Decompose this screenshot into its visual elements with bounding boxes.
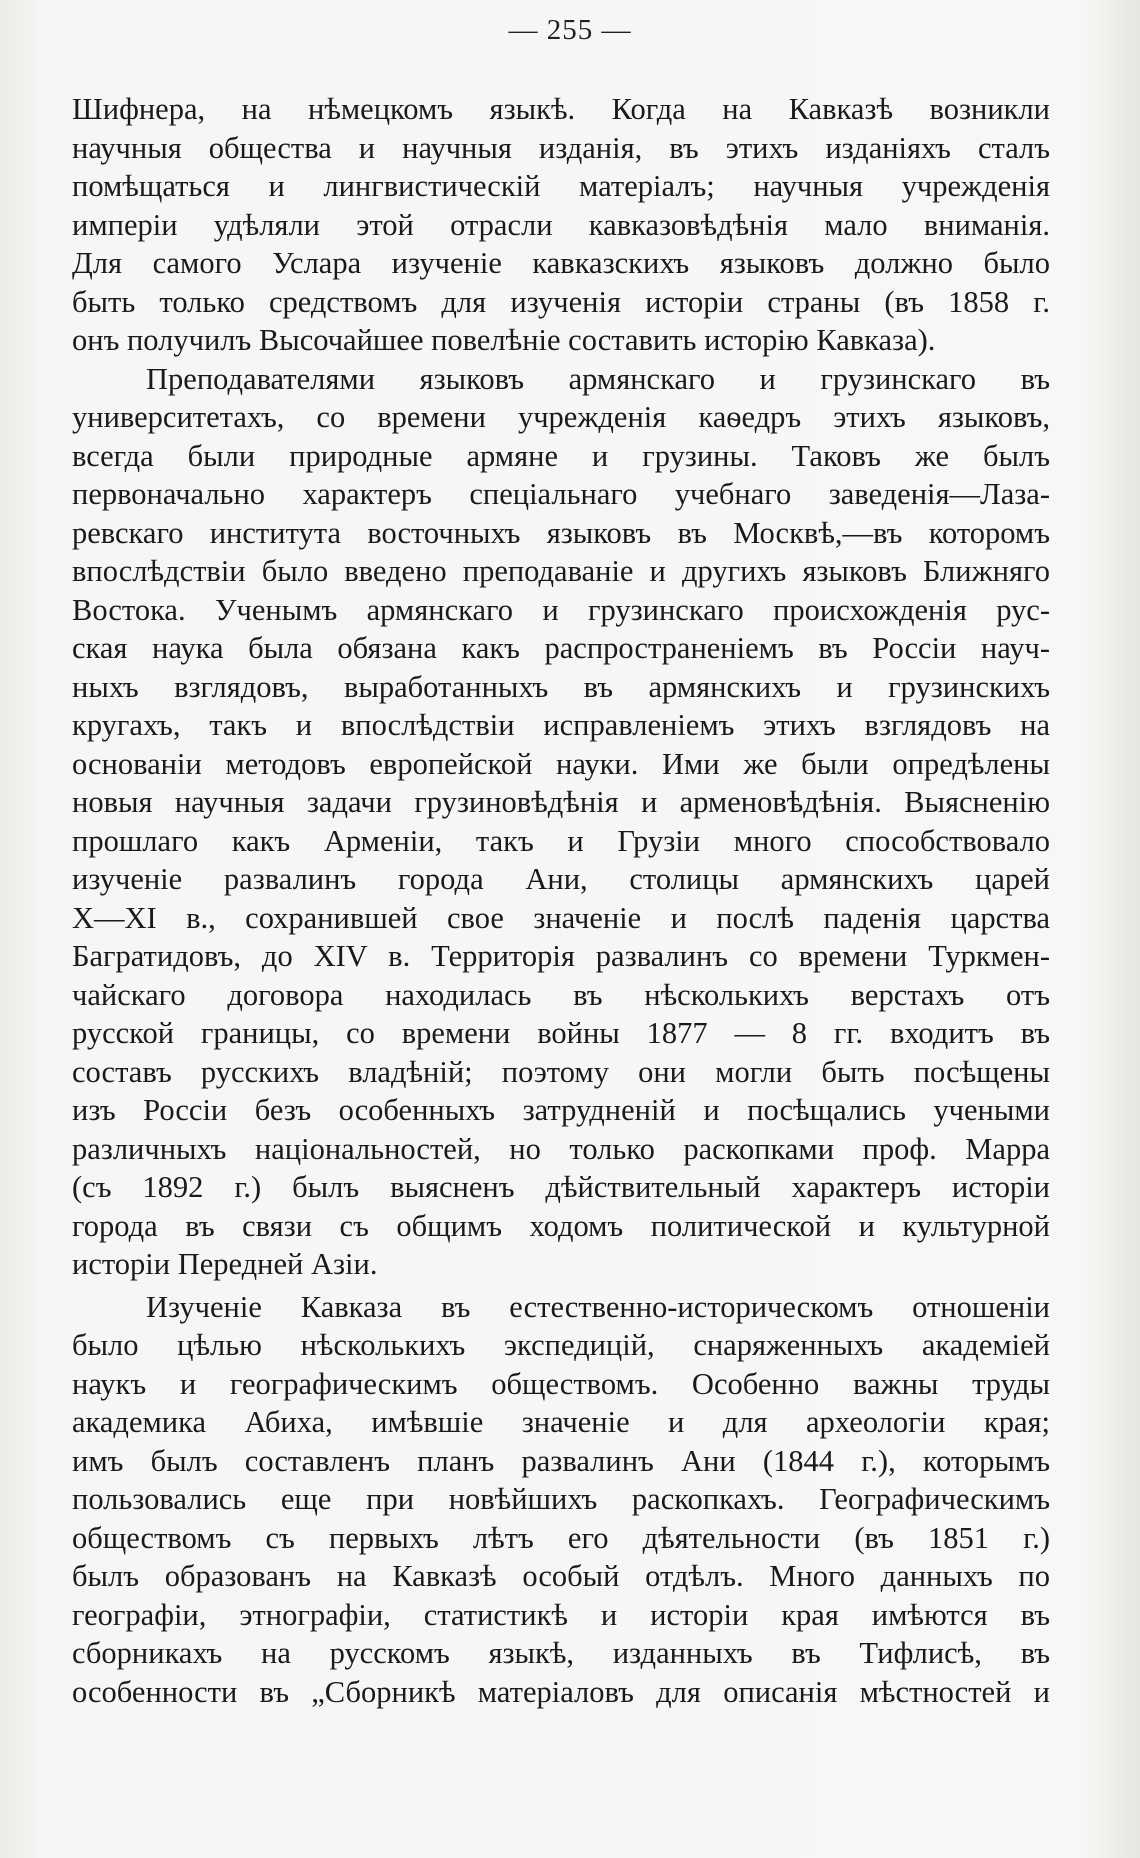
text-line: ныхъ взглядовъ, выработанныхъ въ армянскихъ и грузинскихъ (72, 669, 1050, 704)
body-text (72, 90, 1050, 1711)
text-line: Преподавателями языковъ армянскаго и грузинскаго въ (146, 361, 1050, 396)
paragraph-1 (72, 90, 1050, 360)
text-line: обществомъ съ первыхъ лѣтъ его дѣятельности (въ 1851 г.) (72, 1520, 1050, 1555)
text-line: ская наука была обязана какъ распространеніемъ въ Россіи науч- (72, 631, 1050, 665)
text-line: города въ связи съ общимъ ходомъ политической и культурной (72, 1208, 1050, 1243)
text-line: чайскаго договора находилась въ нѣсколькихъ верстахъ отъ (72, 977, 1050, 1012)
page-number: — 255 — (508, 14, 632, 46)
text-line: было цѣлью нѣсколькихъ экспедицій, снаряженныхъ академіей (72, 1328, 1050, 1362)
text-line: географіи, этнографіи, статистикѣ и исторіи края имѣются въ (72, 1597, 1050, 1632)
text-line: новыя научныя задачи грузиновѣдѣнія и арменовѣдѣнія. Выясненію (72, 785, 1050, 819)
paragraph-2 (72, 360, 1050, 1284)
text-line: впослѣдствіи было введено преподаваніе и другихъ языковъ Ближняго (72, 554, 1050, 588)
text-line: быть только средствомъ для изученія исторіи страны (въ 1858 г. (72, 284, 1050, 319)
text-line: исторіи Передней Азіи. (72, 1247, 378, 1281)
text-line: Для самого Услара изученіе кавказскихъ языковъ должно было (72, 246, 1050, 280)
text-line: Изученіе Кавказа въ естественно-историческомъ отношеніи (146, 1289, 1050, 1324)
text-line: помѣщаться и лингвистическій матеріалъ; научныя учрежденія (72, 169, 1050, 203)
text-line: изъ Россіи безъ особенныхъ затрудненій и посѣщались учеными (72, 1093, 1050, 1127)
text-line: русской границы, со времени войны 1877 — 8 гг. входитъ въ (72, 1016, 1050, 1050)
text-line: изученіе развалинъ города Ани, столицы армянскихъ царей (72, 862, 1050, 896)
text-line: особенности въ „Сборникѣ матеріаловъ для описанія мѣстностей и (72, 1674, 1050, 1709)
text-line: имперіи удѣляли этой отрасли кавказовѣдѣнія мало вниманія. (72, 207, 1050, 242)
text-line: X—XI в., сохранившей свое значеніе и послѣ паденія царства (72, 900, 1050, 935)
text-line: Шифнера, на нѣмецкомъ языкѣ. Когда на Кавказѣ возникли (72, 92, 1050, 126)
text-line: былъ образованъ на Кавказѣ особый отдѣлъ. Много данныхъ по (72, 1559, 1050, 1593)
text-line: имъ былъ составленъ планъ развалинъ Ани (1844 г.), которымъ (72, 1443, 1050, 1478)
text-line: основаніи методовъ европейской науки. Ими же были опредѣлены (72, 746, 1050, 781)
text-line: всегда были природные армяне и грузины. Таковъ же былъ (72, 438, 1050, 473)
text-line: университетахъ, со времени учрежденія каѳедръ этихъ языковъ, (72, 400, 1050, 434)
text-line: академика Абиха, имѣвшіе значеніе и для археологіи края; (72, 1405, 1050, 1439)
text-line: различныхъ національностей, но только раскопками проф. Марра (72, 1131, 1050, 1166)
paragraph-3 (72, 1288, 1050, 1712)
text-line: сборникахъ на русскомъ языкѣ, изданныхъ въ Тифлисѣ, въ (72, 1636, 1050, 1670)
text-line: онъ получилъ Высочайшее повелѣніе составить исторію Кавказа). (72, 323, 936, 357)
text-line: Багратидовъ, до XIV в. Территорія развалинъ со времени Туркмен- (72, 939, 1050, 973)
text-line: Востока. Ученымъ армянскаго и грузинскаго происхожденія рус- (72, 592, 1050, 627)
text-line: наукъ и географическимъ обществомъ. Особенно важны труды (72, 1366, 1050, 1401)
text-line: кругахъ, такъ и впослѣдствіи исправленіемъ этихъ взглядовъ на (72, 708, 1050, 742)
text-line: первоначально характеръ спеціальнаго учебнаго заведенія—Лаза- (72, 477, 1050, 511)
text-line: ревскаго института восточныхъ языковъ въ Москвѣ,—въ которомъ (72, 515, 1050, 550)
text-line: прошлаго какъ Арменіи, такъ и Грузіи много способствовало (72, 823, 1050, 858)
text-line: научныя общества и научныя изданія, въ этихъ изданіяхъ сталъ (72, 130, 1050, 165)
text-line: составъ русскихъ владѣній; поэтому они могли быть посѣщены (72, 1054, 1050, 1089)
text-line: пользовались еще при новѣйшихъ раскопкахъ. Географическимъ (72, 1482, 1050, 1516)
text-line: (съ 1892 г.) былъ выясненъ дѣйствительный характеръ исторіи (72, 1170, 1050, 1204)
